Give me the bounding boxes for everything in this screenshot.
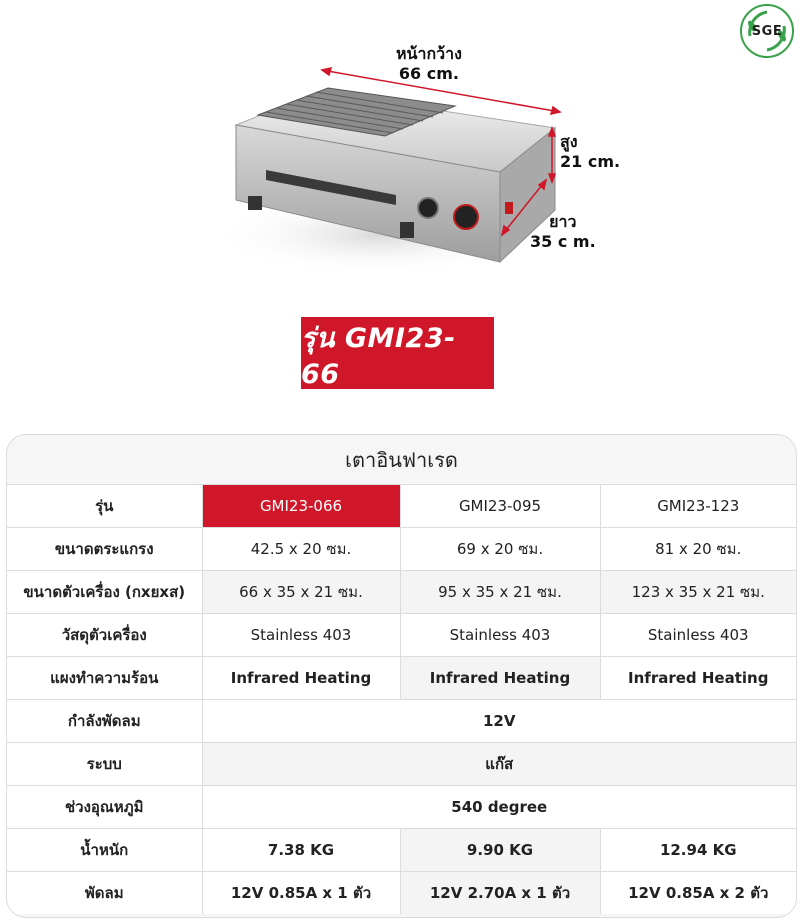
row-label: ช่วงอุณหภูมิ	[7, 786, 202, 829]
model-banner-text: รุ่น GMI23-66	[301, 323, 456, 390]
table-row	[7, 872, 796, 915]
table-row	[7, 528, 796, 571]
table-row	[7, 700, 796, 743]
table-cell: 12V 0.85A x 2 ตัว	[600, 872, 796, 915]
spec-table	[7, 485, 796, 914]
row-label: พัดลม	[7, 872, 202, 915]
row-label: กำลังพัดลม	[7, 700, 202, 743]
width-dimension-value: 66 cm.	[398, 64, 459, 83]
row-label: ระบบ	[7, 743, 202, 786]
table-row	[7, 571, 796, 614]
height-dimension	[560, 132, 620, 172]
model-cell: GMI23-123	[600, 485, 796, 528]
width-dimension	[396, 44, 462, 84]
row-label: แผงทำความร้อน	[7, 657, 202, 700]
table-cell: 95 x 35 x 21 ซม.	[400, 571, 600, 614]
logo-text: SGE	[751, 23, 783, 39]
depth-dimension-value: 35 c m.	[530, 232, 596, 251]
table-cell: 12V 2.70A x 1 ตัว	[400, 872, 600, 915]
table-row-model	[7, 485, 796, 528]
spec-table-card	[6, 434, 797, 918]
table-cell: 7.38 KG	[202, 829, 400, 872]
spec-table-title: เตาอินฟาเรด	[7, 435, 796, 485]
table-cell: Infrared Heating	[202, 657, 400, 700]
model-cell: GMI23-095	[400, 485, 600, 528]
row-label: น้ำหนัก	[7, 829, 202, 872]
table-cell-merged: 540 degree	[202, 786, 796, 829]
depth-dimension-label: ยาว	[549, 212, 577, 231]
row-label: วัสดุตัวเครื่อง	[7, 614, 202, 657]
model-cell-active: GMI23-066	[202, 485, 400, 528]
table-cell: Infrared Heating	[600, 657, 796, 700]
table-row	[7, 786, 796, 829]
table-cell: Stainless 403	[202, 614, 400, 657]
table-cell: 12V 0.85A x 1 ตัว	[202, 872, 400, 915]
table-cell: Stainless 403	[600, 614, 796, 657]
row-label: รุ่น	[7, 485, 202, 528]
table-cell: 42.5 x 20 ซม.	[202, 528, 400, 571]
table-cell: Stainless 403	[400, 614, 600, 657]
brand-logo	[740, 4, 794, 58]
table-cell: Infrared Heating	[400, 657, 600, 700]
row-label: ขนาดตัวเครื่อง (กxยxส)	[7, 571, 202, 614]
width-dimension-label: หน้ากว้าง	[396, 44, 462, 63]
table-cell: 66 x 35 x 21 ซม.	[202, 571, 400, 614]
table-row	[7, 829, 796, 872]
table-cell: 9.90 KG	[400, 829, 600, 872]
table-row	[7, 743, 796, 786]
table-cell-merged: แก๊ส	[202, 743, 796, 786]
table-cell: 69 x 20 ซม.	[400, 528, 600, 571]
depth-dimension	[530, 212, 596, 252]
row-label: ขนาดตระแกรง	[7, 528, 202, 571]
table-cell: 123 x 35 x 21 ซม.	[600, 571, 796, 614]
table-cell-merged: 12V	[202, 700, 796, 743]
table-row	[7, 614, 796, 657]
table-cell: 81 x 20 ซม.	[600, 528, 796, 571]
table-cell: 12.94 KG	[600, 829, 796, 872]
height-dimension-label: สูง	[560, 132, 578, 151]
model-banner	[301, 317, 494, 389]
height-dimension-value: 21 cm.	[560, 152, 621, 171]
table-row	[7, 657, 796, 700]
